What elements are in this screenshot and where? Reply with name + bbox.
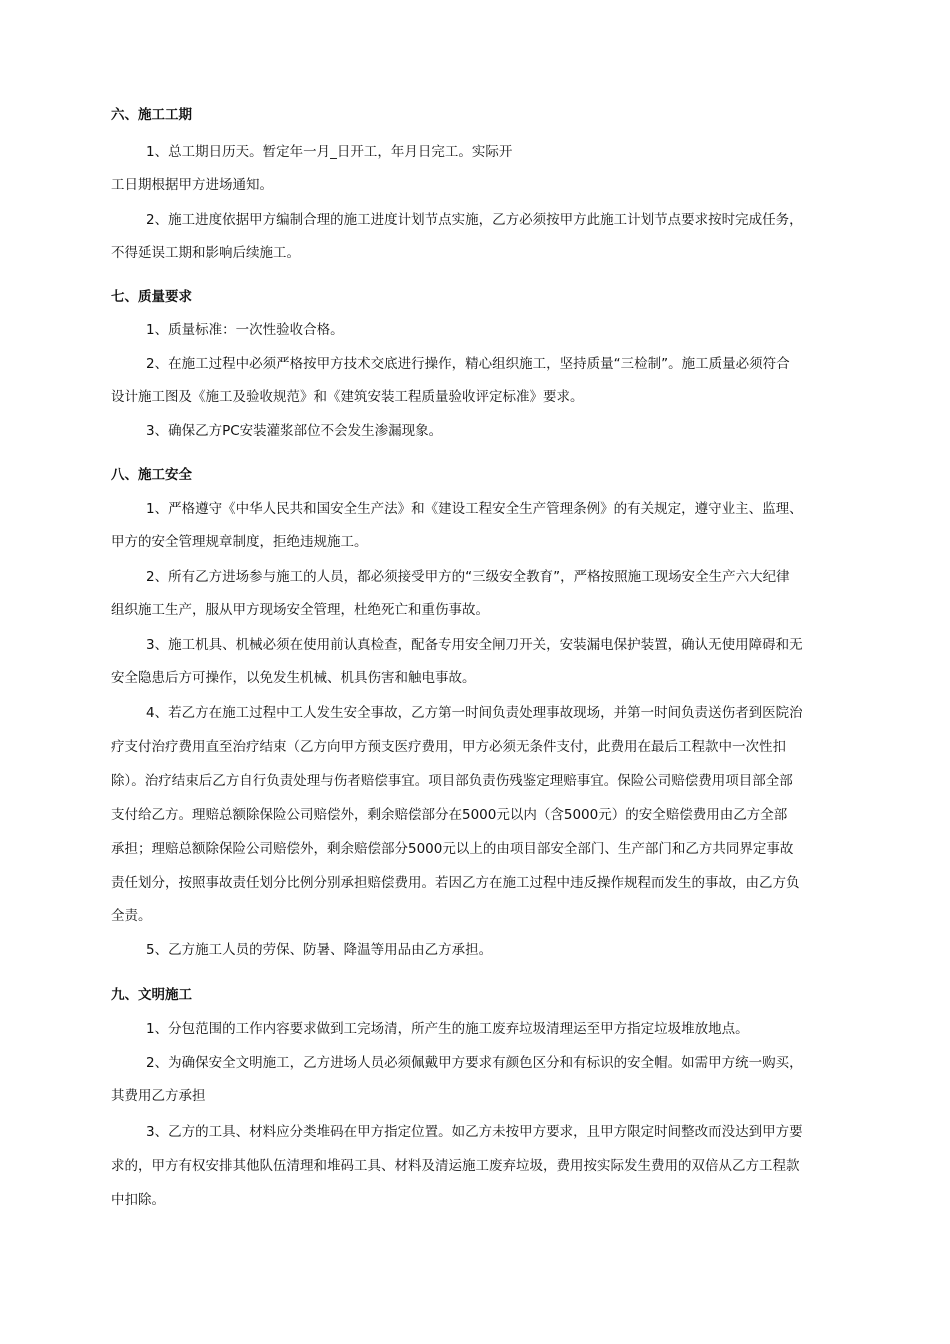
paragraph-line: 3、确保乙方PC安装灌浆部位不会发生渗漏现象。	[146, 423, 443, 439]
paragraph-line: 2、在施工过程中必须严格按甲方技术交底进行操作，精心组织施工，坚持质量“三检制”。施工质量必须符合	[146, 356, 790, 372]
paragraph-line: 1、质量标准：一次性验收合格。	[146, 322, 344, 338]
paragraph-line: 1、总工期日历天。暂定年一月_日开工，年月日完工。实际开	[146, 144, 513, 160]
paragraph-line: 中扣除。	[111, 1192, 165, 1208]
paragraph-line: 甲方的安全管理规章制度，拒绝违规施工。	[111, 534, 368, 550]
section-heading: 七、质量要求	[111, 289, 192, 305]
paragraph-line: 5、乙方施工人员的劳保、防暑、降温等用品由乙方承担。	[146, 942, 493, 958]
paragraph-line: 设计施工图及《施工及验收规范》和《建筑安装工程质量验收评定标准》要求。	[111, 389, 584, 405]
paragraph-line: 责任划分，按照事故责任划分比例分别承担赔偿费用。若因乙方在施工过程中违反操作规程而发生的事故，由乙方负	[111, 875, 800, 891]
paragraph-line: 承担；理赔总额除保险公司赔偿外，剩余赔偿部分5000元以上的由项目部安全部门、生产部门和乙方共同界定事故	[111, 841, 794, 857]
paragraph-line: 支付给乙方。理赔总额除保险公司赔偿外，剩余赔偿部分在5000元以内（含5000元）的安全赔偿费用由乙方全部	[111, 807, 788, 823]
section-heading: 九、文明施工	[111, 987, 192, 1003]
paragraph-line: 求的，甲方有权安排其他队伍清理和堆码工具、材料及清运施工废弃垃圾，费用按实际发生费用的双倍从乙方工程款	[111, 1158, 800, 1174]
section-heading: 八、施工安全	[111, 467, 192, 483]
paragraph-line: 2、施工进度依据甲方编制合理的施工进度计划节点实施，乙方必须按甲方此施工计划节点要求按时完成任务，	[146, 212, 803, 228]
paragraph-line: 3、乙方的工具、材料应分类堆码在甲方指定位置。如乙方未按甲方要求，且甲方限定时间整改而没达到甲方要	[146, 1124, 803, 1140]
paragraph-line: 1、分包范围的工作内容要求做到工完场清，所产生的施工废弃垃圾清理运至甲方指定垃圾堆放地点。	[146, 1021, 749, 1037]
paragraph-line: 不得延误工期和影响后续施工。	[111, 245, 300, 261]
paragraph-line: 其费用乙方承担	[111, 1088, 206, 1104]
paragraph-line: 安全隐患后方可操作，以免发生机械、机具伤害和触电事故。	[111, 670, 476, 686]
paragraph-line: 疗支付治疗费用直至治疗结束（乙方向甲方预支医疗费用，甲方必须无条件支付，此费用在最后工程款中一次性扣	[111, 739, 786, 755]
paragraph-line: 全责。	[111, 908, 152, 924]
paragraph-line: 1、严格遵守《中华人民共和国安全生产法》和《建设工程安全生产管理条例》的有关规定，遵守业主、监理、	[146, 501, 803, 517]
section-heading: 六、施工工期	[111, 107, 192, 123]
paragraph-line: 组织施工生产，服从甲方现场安全管理，杜绝死亡和重伤事故。	[111, 602, 489, 618]
paragraph-line: 2、所有乙方进场参与施工的人员，都必须接受甲方的“三级安全教育”，严格按照施工现场安全生产六大纪律	[146, 569, 790, 585]
paragraph-line: 2、为确保安全文明施工，乙方进场人员必须佩戴甲方要求有颜色区分和有标识的安全帽。如需甲方统一购买，	[146, 1055, 803, 1071]
paragraph-line: 除）。治疗结束后乙方自行负责处理与伤者赔偿事宜。项目部负责伤残鉴定理赔事宜。保险公司赔偿费用项目部全部	[111, 773, 793, 789]
paragraph-line: 3、施工机具、机械必须在使用前认真检查，配备专用安全闸刀开关，安装漏电保护装置，确认无使用障碍和无	[146, 637, 803, 653]
paragraph-line: 4、若乙方在施工过程中工人发生安全事故，乙方第一时间负责处理事故现场，并第一时间负责送伤者到医院治	[146, 705, 803, 721]
paragraph-line: 工日期根据甲方进场通知。	[111, 177, 273, 193]
